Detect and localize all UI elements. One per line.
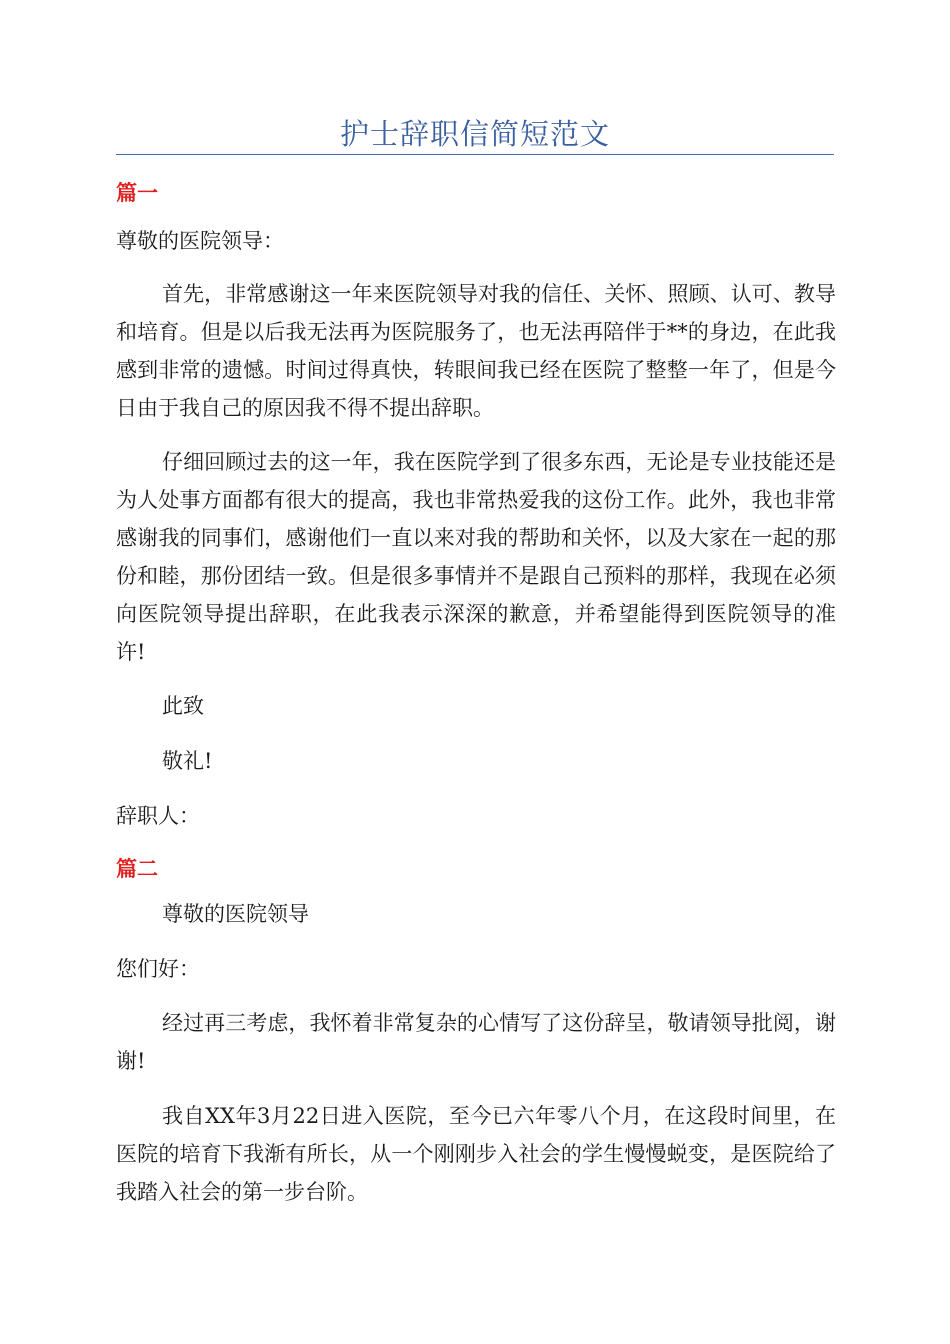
salutation-1: 尊敬的医院领导： <box>116 229 284 253</box>
closing-salute: 敬礼! <box>162 749 213 773</box>
document-title: 护士辞职信简短范文 <box>339 117 610 151</box>
paragraph-2-1: 经过再三考虑，我怀着非常复杂的心情写了这份辞呈，敬请领导批阅，谢谢! <box>116 1011 836 1073</box>
title-divider <box>116 154 834 155</box>
paragraph-1-2: 仔细回顾过去的这一年，我在医院学到了很多东西，无论是专业技能还是为人处事方面都有很大的提高，我也非常热爱我的这份工作。此外，我也非常感谢我的同事们，感谢他们一直以来对我的帮助和关怀，以及大家在一起的那份和睦，那份团结一致。但是很多事情并不是跟自己预料的那样，我现在必须向医院领导提出辞职，在此我表示深深的歉意，并希望能得到医院领导的准许! <box>116 450 836 664</box>
paragraph-1-1: 首先，非常感谢这一年来医院领导对我的信任、关怀、照顾、认可、教导和培育。但是以后我无法再为医院服务了，也无法再陪伴于**的身边，在此我感到非常的遗憾。时间过得真快，转眼间我已经在医院了整整一年了，但是今日由于我自己的原因我不得不提出辞职。 <box>116 282 836 420</box>
paragraph-2-2: 我自XX年3月22日进入医院，至今已六年零八个月，在这段时间里，在医院的培育下我渐有所长，从一个刚刚步入社会的学生慢慢蜕变，是医院给了我踏入社会的第一步台阶。 <box>116 1104 836 1204</box>
salutation-2: 尊敬的医院领导 <box>162 902 309 926</box>
closing-regards: 此致 <box>162 694 204 718</box>
signature-line: 辞职人： <box>116 804 200 828</box>
section-heading-2: 篇二 <box>116 856 158 881</box>
section-heading-1: 篇一 <box>116 180 158 205</box>
greeting: 您们好： <box>116 957 200 981</box>
